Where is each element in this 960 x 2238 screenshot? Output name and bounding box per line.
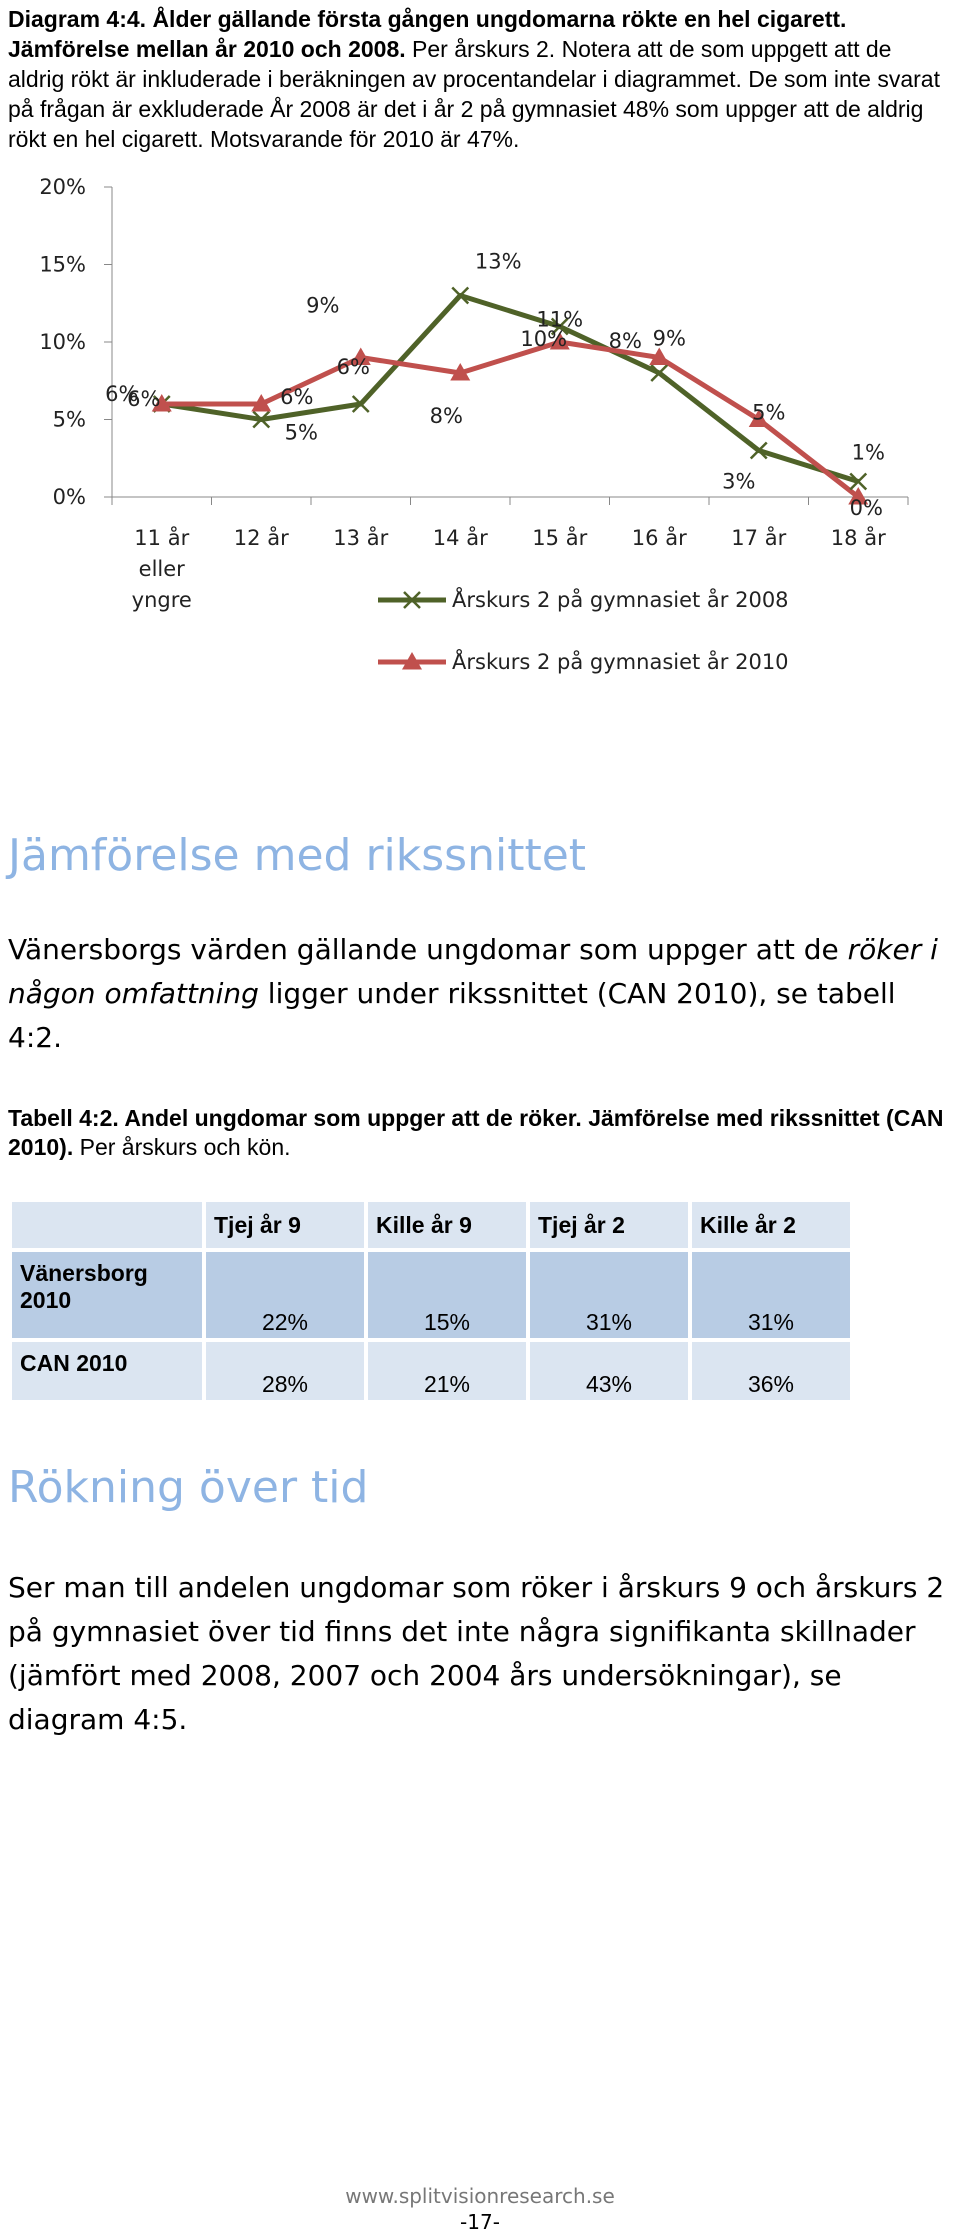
table-header-corner: [12, 1202, 202, 1248]
data-label: 6%: [127, 387, 161, 411]
data-label: 5%: [284, 420, 318, 445]
data-label: 1%: [851, 440, 885, 465]
x-tick-label: 15 år: [532, 526, 588, 550]
table-row: [12, 1252, 850, 1338]
table-row: [12, 1342, 850, 1400]
table-cell: 22%: [206, 1252, 364, 1338]
table-cell: 31%: [692, 1252, 850, 1338]
table-caption-rest: Per årskurs och kön.: [73, 1134, 291, 1160]
rikssnittet-paragraph-end: ligger under rikssnittet (CAN 2010), se tabell 4:2.: [8, 977, 896, 1054]
legend-label: Årskurs 2 på gymnasiet år 2008: [452, 588, 789, 612]
y-tick-label: 20%: [39, 175, 86, 199]
table-cell: 21%: [368, 1342, 526, 1400]
rikssnittet-paragraph-emphasis: röker i någon omfattning: [8, 933, 938, 1010]
diagram-caption-title: Diagram 4:4. Ålder gällande första gången ungdomarna rökte en hel cigarett. Jämförelse mellan år 2010 och 2008.: [8, 6, 847, 62]
section-heading-rokning: Rökning över tid: [8, 1462, 369, 1513]
y-tick-label: 5%: [52, 407, 86, 432]
x-tick-label: 12 år: [233, 526, 289, 550]
table-header-kille-ar-9: Kille år 9: [368, 1202, 526, 1248]
x-tick-label: 17 år: [731, 526, 787, 550]
diagram-caption: [8, 4, 952, 154]
table-cell: 28%: [206, 1342, 364, 1400]
x-tick-label: 16 år: [631, 526, 687, 550]
data-label: 3%: [722, 469, 756, 494]
rikssnittet-paragraph-start: Vänersborgs värden gällande ungdomar som uppger att de: [8, 933, 848, 966]
x-tick-label: 11 år: [134, 526, 190, 550]
row-label-vanersborg: Vänersborg 2010: [12, 1252, 202, 1338]
data-label: 6%: [336, 355, 370, 379]
x-tick-label: yngre: [131, 588, 192, 612]
legend-entry: [378, 586, 789, 612]
table-header-row: [12, 1202, 850, 1248]
data-label: 9%: [306, 293, 340, 318]
data-label: 5%: [752, 400, 786, 425]
x-tick-label: 13 år: [333, 526, 389, 550]
row-label-can: CAN 2010: [12, 1342, 202, 1400]
legend-label: Årskurs 2 på gymnasiet år 2010: [452, 650, 789, 674]
data-label: 6%: [280, 385, 314, 409]
data-label: 8%: [429, 404, 463, 428]
table-header-tjej-ar-9: Tjej år 9: [206, 1202, 364, 1248]
rikssnittet-paragraph: [8, 928, 952, 1060]
y-tick-label: 10%: [39, 330, 86, 354]
table-cell: 31%: [530, 1252, 688, 1338]
comparison-table: [8, 1198, 854, 1404]
data-label: 0%: [849, 496, 883, 520]
data-label: 8%: [608, 329, 642, 353]
data-label: 13%: [474, 249, 522, 274]
x-tick-label: 18 år: [830, 526, 886, 550]
table-caption-title: Tabell 4:2. Andel ungdomar som uppger att de röker. Jämförelse med rikssnittet (CAN 2010).: [8, 1105, 944, 1160]
line-chart: [0, 160, 960, 700]
x-tick-label: 14 år: [432, 526, 488, 550]
rokning-paragraph: Ser man till andelen ungdomar som röker i årskurs 9 och årskurs 2 på gymnasiet över tid finns det inte några signifikanta skillnader (jämfört med 2008, 2007 och 2004 års undersökningar), se diagram 4:5.: [8, 1571, 945, 1736]
table-cell: 36%: [692, 1342, 850, 1400]
legend-entry: [378, 648, 789, 674]
x-tick-label: eller: [138, 557, 185, 581]
table-cell: 43%: [530, 1342, 688, 1400]
data-label: 10%: [520, 327, 568, 351]
section-heading-rikssnittet: Jämförelse med rikssnittet: [8, 830, 587, 881]
y-tick-label: 15%: [39, 252, 86, 277]
footer-url: www.splitvisionresearch.se: [345, 2184, 615, 2208]
table-caption: [8, 1104, 952, 1162]
data-label: 9%: [652, 326, 686, 351]
diagram-caption-text: Per årskurs 2. Notera att de som uppgett att de aldrig rökt är inkluderade i beräkningen av procentandelar i diagrammet. De som inte svarat på frågan är exkluderade År 2008 är det i år 2 på gymnasiet 48% som uppger att de aldrig rökt en hel cigarett. Motsvarande för 2010 är 47%.: [8, 36, 940, 152]
page-number: -17-: [460, 2210, 500, 2234]
table-header-kille-ar-2: Kille år 2: [692, 1202, 850, 1248]
data-label: 6%: [105, 382, 139, 406]
table-cell: 15%: [368, 1252, 526, 1338]
y-tick-label: 0%: [52, 485, 86, 509]
series-line-2008: [162, 293, 859, 482]
data-label: 11%: [536, 307, 584, 332]
table-header-tjej-ar-2: Tjej år 2: [530, 1202, 688, 1248]
